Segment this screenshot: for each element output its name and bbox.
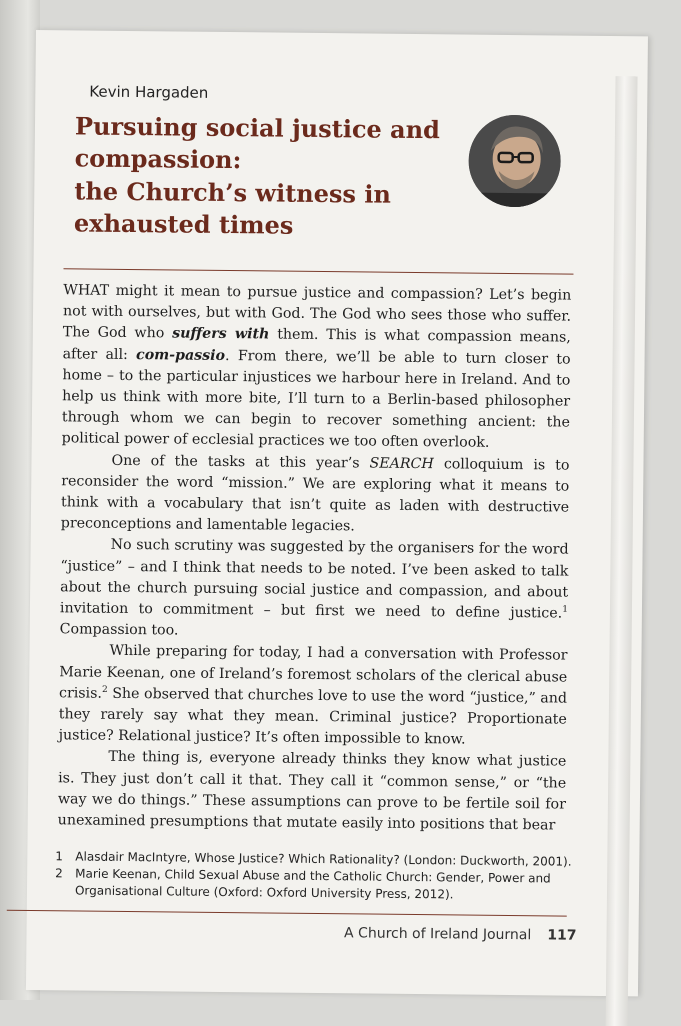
- footer-divider: [7, 910, 567, 917]
- author-name: Kevin Hargaden: [89, 83, 208, 102]
- article-title: [74, 110, 495, 244]
- page-number: 117: [547, 927, 576, 943]
- paragraph: While preparing for today, I had a conversation with Professor Marie Keenan, one of Ireland’s foremost scholars of the clerical abuse crisis.$^2$ She observed that churches love to use the word “justice,” and they rarely say what they mean. Criminal justice? Proportionate justice? Relational justice? It’s often impossible to know.: [58, 641, 567, 752]
- title-line: the Church’s witness in: [74, 175, 494, 212]
- paragraph: No such scrutiny was suggested by the organisers for the word “justice” – and I think that needs to be noted. I’ve been asked to talk about the church pursuing social justice and compassion, and about invitation to commitment – but first we need to define justice.$^1$ Compassion too.: [60, 535, 569, 646]
- title-line: exhausted times: [74, 208, 494, 245]
- footnotes: [55, 848, 576, 904]
- author-portrait-icon: [468, 115, 561, 208]
- footnote: 1 Alasdair MacIntyre, Whose Justice? Which Rationality? (London: Duckworth, 2001).: [55, 848, 575, 870]
- title-line: Pursuing social justice and: [75, 110, 495, 147]
- book-page: [26, 30, 648, 996]
- paragraph: One of the tasks at this year’s SEARCH colloquium is to reconsider the word “mission.” We are exploring what it means to think with a vocabulary that isn’t quite as laden with destructive preconceptions and lamentable legacies.: [61, 450, 570, 540]
- footnote-ref[interactable]: 2: [102, 685, 108, 695]
- article-body: [58, 280, 572, 837]
- title-line: compassion:: [74, 143, 494, 180]
- page-footer: [316, 925, 576, 944]
- footnote: 2 Marie Keenan, Child Sexual Abuse and the Catholic Church: Gender, Power and Organisational Culture (Oxford: Oxford University Press, 2012).: [55, 865, 575, 904]
- footnote-ref[interactable]: 1: [562, 605, 568, 615]
- journal-name: A Church of Ireland Journal: [344, 925, 531, 943]
- paragraph: The thing is, everyone already thinks they know what justice is. They just don’t call it that. They call it “common sense,” or “the way we do things.” These assumptions can prove to be fertile soil for unexamined presumptions that mutate easily into positions that bear: [58, 747, 567, 837]
- paragraph: WHAT might it mean to pursue justice and compassion? Let’s begin not with ourselves, but with God. The God who sees those who suffer. The God who suffers with them. This is what compassion means, after all: com-passio. From there, we’ll be able to turn closer to home – to the particular injustices we harbour here in Ireland. And to help us think with more bite, I’ll turn to a Berlin-based philosopher through whom we can begin to recover something ancient: the political power of ecclesial practices we too often overlook.: [62, 280, 572, 455]
- author-photo: [468, 115, 561, 208]
- page-stack-edge: [606, 76, 638, 1026]
- title-divider: [63, 268, 573, 274]
